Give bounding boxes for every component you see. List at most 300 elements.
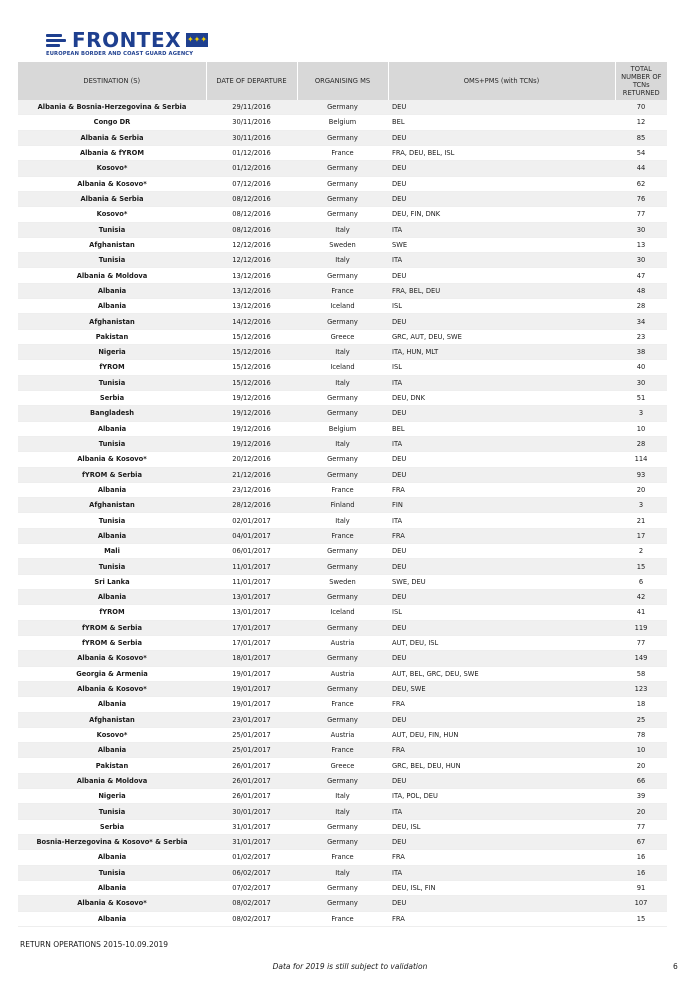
table-row <box>18 299 667 314</box>
cell-destination: Albania <box>18 283 206 298</box>
cell-oms-pms: BEL <box>388 115 615 130</box>
cell-date: 19/01/2017 <box>206 697 297 712</box>
logo-wordmark: FRONTEX <box>72 28 182 52</box>
cell-destination: Serbia <box>18 819 206 834</box>
cell-total: 6 <box>615 574 667 589</box>
cell-oms-pms: ITA <box>388 222 615 237</box>
cell-oms-pms: FIN <box>388 498 615 513</box>
cell-organising-ms: Italy <box>297 345 388 360</box>
cell-total: 39 <box>615 789 667 804</box>
cell-organising-ms: Germany <box>297 467 388 482</box>
cell-date: 08/12/2016 <box>206 191 297 206</box>
cell-total: 47 <box>615 268 667 283</box>
cell-organising-ms: Germany <box>297 559 388 574</box>
table-row <box>18 620 667 635</box>
cell-date: 11/01/2017 <box>206 574 297 589</box>
cell-total: 12 <box>615 115 667 130</box>
table-row <box>18 819 667 834</box>
cell-total: 18 <box>615 697 667 712</box>
cell-destination: Afghanistan <box>18 712 206 727</box>
table-row <box>18 635 667 650</box>
table-row <box>18 421 667 436</box>
cell-oms-pms: DEU <box>388 544 615 559</box>
cell-date: 11/01/2017 <box>206 559 297 574</box>
table-row <box>18 360 667 375</box>
cell-oms-pms: GRC, BEL, DEU, HUN <box>388 758 615 773</box>
cell-organising-ms: Germany <box>297 651 388 666</box>
cell-organising-ms: Germany <box>297 207 388 222</box>
cell-destination: Georgia & Armenia <box>18 666 206 681</box>
cell-date: 21/12/2016 <box>206 467 297 482</box>
cell-destination: Serbia <box>18 390 206 405</box>
cell-destination: Albania <box>18 697 206 712</box>
cell-organising-ms: Germany <box>297 176 388 191</box>
cell-destination: Albania & Serbia <box>18 191 206 206</box>
table-row <box>18 865 667 880</box>
cell-oms-pms: DEU <box>388 130 615 145</box>
cell-total: 3 <box>615 498 667 513</box>
cell-total: 3 <box>615 406 667 421</box>
cell-total: 107 <box>615 896 667 911</box>
cell-total: 70 <box>615 100 667 115</box>
table-row <box>18 590 667 605</box>
table-row <box>18 482 667 497</box>
table-row <box>18 145 667 160</box>
cell-organising-ms: France <box>297 145 388 160</box>
cell-date: 15/12/2016 <box>206 345 297 360</box>
cell-oms-pms: SWE <box>388 237 615 252</box>
cell-date: 30/11/2016 <box>206 115 297 130</box>
table-row <box>18 773 667 788</box>
cell-organising-ms: Greece <box>297 758 388 773</box>
cell-total: 25 <box>615 712 667 727</box>
cell-destination: Albania <box>18 421 206 436</box>
table-row <box>18 436 667 451</box>
table-row <box>18 605 667 620</box>
frontex-logo <box>46 30 216 60</box>
cell-date: 20/12/2016 <box>206 452 297 467</box>
cell-oms-pms: DEU <box>388 191 615 206</box>
cell-organising-ms: Belgium <box>297 421 388 436</box>
cell-oms-pms: DEU, ISL <box>388 819 615 834</box>
cell-total: 34 <box>615 314 667 329</box>
header-destination: DESTINATION (S) <box>18 62 206 100</box>
cell-organising-ms: Germany <box>297 100 388 115</box>
cell-oms-pms: AUT, DEU, FIN, HUN <box>388 727 615 742</box>
cell-destination: Albania & Moldova <box>18 773 206 788</box>
cell-total: 77 <box>615 207 667 222</box>
cell-organising-ms: Iceland <box>297 360 388 375</box>
cell-date: 13/01/2017 <box>206 605 297 620</box>
cell-destination: fYROM & Serbia <box>18 620 206 635</box>
cell-total: 119 <box>615 620 667 635</box>
cell-total: 42 <box>615 590 667 605</box>
cell-date: 12/12/2016 <box>206 237 297 252</box>
table-row <box>18 222 667 237</box>
cell-destination: Tunisia <box>18 253 206 268</box>
cell-destination: fYROM & Serbia <box>18 467 206 482</box>
cell-organising-ms: Germany <box>297 130 388 145</box>
cell-oms-pms: ITA <box>388 436 615 451</box>
cell-date: 19/12/2016 <box>206 436 297 451</box>
cell-date: 26/01/2017 <box>206 758 297 773</box>
cell-date: 17/01/2017 <box>206 635 297 650</box>
cell-destination: Albania <box>18 911 206 926</box>
cell-total: 20 <box>615 758 667 773</box>
table-row <box>18 268 667 283</box>
cell-total: 77 <box>615 635 667 650</box>
cell-destination: Tunisia <box>18 222 206 237</box>
cell-organising-ms: Iceland <box>297 299 388 314</box>
cell-date: 13/12/2016 <box>206 283 297 298</box>
cell-destination: Albania & Kosovo* <box>18 681 206 696</box>
cell-total: 91 <box>615 880 667 895</box>
cell-destination: Tunisia <box>18 436 206 451</box>
cell-destination: Albania & Moldova <box>18 268 206 283</box>
cell-destination: Mali <box>18 544 206 559</box>
cell-destination: Albania & Serbia <box>18 130 206 145</box>
cell-date: 25/01/2017 <box>206 727 297 742</box>
cell-organising-ms: Sweden <box>297 237 388 252</box>
table-row <box>18 329 667 344</box>
cell-organising-ms: Germany <box>297 620 388 635</box>
table-body <box>18 100 667 926</box>
cell-date: 26/01/2017 <box>206 773 297 788</box>
table-row <box>18 253 667 268</box>
cell-destination: Tunisia <box>18 375 206 390</box>
cell-oms-pms: DEU, DNK <box>388 390 615 405</box>
cell-total: 114 <box>615 452 667 467</box>
cell-date: 17/01/2017 <box>206 620 297 635</box>
footer-title: RETURN OPERATIONS 2015-10.09.2019 <box>20 940 169 949</box>
cell-total: 30 <box>615 253 667 268</box>
cell-total: 13 <box>615 237 667 252</box>
cell-date: 31/01/2017 <box>206 835 297 850</box>
cell-organising-ms: Sweden <box>297 574 388 589</box>
cell-destination: Kosovo* <box>18 727 206 742</box>
cell-oms-pms: DEU <box>388 773 615 788</box>
cell-destination: Albania <box>18 850 206 865</box>
cell-total: 93 <box>615 467 667 482</box>
cell-organising-ms: Germany <box>297 896 388 911</box>
cell-total: 15 <box>615 911 667 926</box>
cell-oms-pms: DEU <box>388 176 615 191</box>
cell-date: 19/01/2017 <box>206 681 297 696</box>
cell-total: 16 <box>615 850 667 865</box>
cell-date: 19/12/2016 <box>206 406 297 421</box>
cell-organising-ms: Greece <box>297 329 388 344</box>
table-row <box>18 467 667 482</box>
table-row <box>18 544 667 559</box>
header-date-of-departure: DATE OF DEPARTURE <box>206 62 297 100</box>
table-row <box>18 651 667 666</box>
cell-total: 2 <box>615 544 667 559</box>
table-row <box>18 835 667 850</box>
cell-destination: Albania <box>18 299 206 314</box>
frontex-stripes-icon <box>46 33 68 47</box>
cell-date: 13/01/2017 <box>206 590 297 605</box>
cell-date: 08/02/2017 <box>206 896 297 911</box>
cell-oms-pms: ITA <box>388 253 615 268</box>
table-row <box>18 758 667 773</box>
cell-total: 16 <box>615 865 667 880</box>
cell-total: 41 <box>615 605 667 620</box>
page-number: 6 <box>673 962 678 971</box>
cell-date: 26/01/2017 <box>206 789 297 804</box>
cell-organising-ms: Germany <box>297 314 388 329</box>
cell-destination: Afghanistan <box>18 314 206 329</box>
cell-destination: Bosnia-Herzegovina & Kosovo* & Serbia <box>18 835 206 850</box>
cell-destination: Albania <box>18 482 206 497</box>
cell-organising-ms: Germany <box>297 390 388 405</box>
cell-total: 10 <box>615 743 667 758</box>
table-row <box>18 880 667 895</box>
cell-date: 13/12/2016 <box>206 268 297 283</box>
cell-total: 66 <box>615 773 667 788</box>
cell-oms-pms: DEU, ISL, FIN <box>388 880 615 895</box>
cell-organising-ms: Belgium <box>297 115 388 130</box>
cell-total: 44 <box>615 161 667 176</box>
cell-oms-pms: DEU, SWE <box>388 681 615 696</box>
cell-organising-ms: France <box>297 911 388 926</box>
cell-organising-ms: Germany <box>297 819 388 834</box>
cell-organising-ms: Germany <box>297 590 388 605</box>
cell-date: 15/12/2016 <box>206 329 297 344</box>
cell-date: 02/01/2017 <box>206 513 297 528</box>
cell-date: 31/01/2017 <box>206 819 297 834</box>
cell-destination: Pakistan <box>18 329 206 344</box>
cell-total: 51 <box>615 390 667 405</box>
cell-organising-ms: France <box>297 697 388 712</box>
cell-oms-pms: DEU <box>388 314 615 329</box>
cell-date: 01/12/2016 <box>206 145 297 160</box>
cell-organising-ms: Germany <box>297 681 388 696</box>
cell-organising-ms: Finland <box>297 498 388 513</box>
cell-organising-ms: Italy <box>297 513 388 528</box>
cell-oms-pms: ISL <box>388 299 615 314</box>
cell-date: 19/12/2016 <box>206 390 297 405</box>
cell-total: 28 <box>615 436 667 451</box>
cell-destination: Tunisia <box>18 559 206 574</box>
table-row <box>18 406 667 421</box>
cell-date: 30/11/2016 <box>206 130 297 145</box>
cell-date: 08/02/2017 <box>206 911 297 926</box>
table-row <box>18 697 667 712</box>
cell-oms-pms: ISL <box>388 360 615 375</box>
cell-oms-pms: FRA <box>388 697 615 712</box>
cell-oms-pms: ITA <box>388 865 615 880</box>
table-header-row <box>18 62 667 100</box>
header-total-returned: TOTAL NUMBER OF TCNs RETURNED <box>615 62 667 100</box>
cell-organising-ms: France <box>297 283 388 298</box>
cell-date: 30/01/2017 <box>206 804 297 819</box>
cell-destination: Albania <box>18 528 206 543</box>
cell-oms-pms: ITA, HUN, MLT <box>388 345 615 360</box>
cell-destination: Albania & Bosnia-Herzegovina & Serbia <box>18 100 206 115</box>
table-row <box>18 237 667 252</box>
cell-date: 12/12/2016 <box>206 253 297 268</box>
cell-date: 01/12/2016 <box>206 161 297 176</box>
cell-total: 23 <box>615 329 667 344</box>
cell-destination: Pakistan <box>18 758 206 773</box>
cell-destination: Albania & fYROM <box>18 145 206 160</box>
cell-destination: Albania & Kosovo* <box>18 651 206 666</box>
cell-oms-pms: SWE, DEU <box>388 574 615 589</box>
cell-date: 14/12/2016 <box>206 314 297 329</box>
cell-organising-ms: Germany <box>297 452 388 467</box>
table-row <box>18 345 667 360</box>
cell-total: 40 <box>615 360 667 375</box>
cell-destination: Albania <box>18 743 206 758</box>
cell-total: 30 <box>615 375 667 390</box>
cell-date: 07/12/2016 <box>206 176 297 191</box>
cell-organising-ms: Austria <box>297 635 388 650</box>
cell-oms-pms: DEU <box>388 559 615 574</box>
cell-organising-ms: Germany <box>297 544 388 559</box>
cell-date: 15/12/2016 <box>206 360 297 375</box>
cell-date: 19/12/2016 <box>206 421 297 436</box>
cell-oms-pms: DEU <box>388 406 615 421</box>
cell-oms-pms: DEU <box>388 467 615 482</box>
cell-total: 149 <box>615 651 667 666</box>
cell-total: 78 <box>615 727 667 742</box>
cell-destination: fYROM <box>18 360 206 375</box>
cell-total: 28 <box>615 299 667 314</box>
table-row <box>18 314 667 329</box>
cell-organising-ms: Germany <box>297 712 388 727</box>
cell-organising-ms: France <box>297 528 388 543</box>
table-row <box>18 850 667 865</box>
table-row <box>18 100 667 115</box>
table-row <box>18 804 667 819</box>
table-row <box>18 283 667 298</box>
cell-destination: Tunisia <box>18 804 206 819</box>
cell-date: 28/12/2016 <box>206 498 297 513</box>
cell-organising-ms: Austria <box>297 666 388 681</box>
table-row <box>18 130 667 145</box>
cell-destination: Tunisia <box>18 865 206 880</box>
cell-destination: fYROM <box>18 605 206 620</box>
cell-date: 13/12/2016 <box>206 299 297 314</box>
table-row <box>18 789 667 804</box>
cell-total: 67 <box>615 835 667 850</box>
cell-total: 76 <box>615 191 667 206</box>
cell-destination: Tunisia <box>18 513 206 528</box>
cell-organising-ms: Germany <box>297 880 388 895</box>
cell-oms-pms: DEU <box>388 620 615 635</box>
table-row <box>18 743 667 758</box>
cell-total: 48 <box>615 283 667 298</box>
cell-organising-ms: France <box>297 743 388 758</box>
cell-total: 30 <box>615 222 667 237</box>
cell-destination: Albania & Kosovo* <box>18 452 206 467</box>
cell-oms-pms: DEU <box>388 651 615 666</box>
cell-organising-ms: France <box>297 850 388 865</box>
cell-date: 29/11/2016 <box>206 100 297 115</box>
cell-oms-pms: FRA, BEL, DEU <box>388 283 615 298</box>
cell-oms-pms: DEU <box>388 100 615 115</box>
cell-oms-pms: AUT, DEU, ISL <box>388 635 615 650</box>
cell-total: 38 <box>615 345 667 360</box>
footer-note: Data for 2019 is still subject to validation <box>272 962 428 971</box>
cell-date: 06/02/2017 <box>206 865 297 880</box>
cell-total: 58 <box>615 666 667 681</box>
cell-destination: Kosovo* <box>18 207 206 222</box>
cell-destination: Bangladesh <box>18 406 206 421</box>
cell-oms-pms: AUT, BEL, GRC, DEU, SWE <box>388 666 615 681</box>
cell-organising-ms: Germany <box>297 161 388 176</box>
cell-oms-pms: ITA <box>388 375 615 390</box>
table-row <box>18 574 667 589</box>
cell-destination: Afghanistan <box>18 498 206 513</box>
table-row <box>18 115 667 130</box>
cell-total: 62 <box>615 176 667 191</box>
table-row <box>18 452 667 467</box>
cell-oms-pms: ITA <box>388 513 615 528</box>
cell-total: 123 <box>615 681 667 696</box>
cell-destination: fYROM & Serbia <box>18 635 206 650</box>
cell-total: 85 <box>615 130 667 145</box>
table-row <box>18 375 667 390</box>
table-row <box>18 727 667 742</box>
table-row <box>18 911 667 926</box>
cell-total: 10 <box>615 421 667 436</box>
table-row <box>18 207 667 222</box>
cell-organising-ms: Italy <box>297 436 388 451</box>
cell-organising-ms: Austria <box>297 727 388 742</box>
cell-oms-pms: FRA <box>388 850 615 865</box>
cell-oms-pms: DEU <box>388 590 615 605</box>
cell-destination: Nigeria <box>18 345 206 360</box>
cell-date: 15/12/2016 <box>206 375 297 390</box>
cell-destination: Nigeria <box>18 789 206 804</box>
cell-oms-pms: DEU <box>388 835 615 850</box>
cell-oms-pms: DEU <box>388 268 615 283</box>
table-row <box>18 681 667 696</box>
cell-oms-pms: DEU, FIN, DNK <box>388 207 615 222</box>
cell-oms-pms: BEL <box>388 421 615 436</box>
cell-organising-ms: Iceland <box>297 605 388 620</box>
cell-date: 04/01/2017 <box>206 528 297 543</box>
return-operations-table <box>18 62 667 927</box>
header-organising-ms: ORGANISING MS <box>297 62 388 100</box>
cell-oms-pms: DEU <box>388 161 615 176</box>
cell-organising-ms: France <box>297 482 388 497</box>
cell-date: 08/12/2016 <box>206 222 297 237</box>
cell-organising-ms: Germany <box>297 406 388 421</box>
cell-date: 25/01/2017 <box>206 743 297 758</box>
cell-destination: Albania <box>18 590 206 605</box>
table-row <box>18 498 667 513</box>
cell-oms-pms: ITA <box>388 804 615 819</box>
cell-oms-pms: ISL <box>388 605 615 620</box>
cell-oms-pms: DEU <box>388 896 615 911</box>
cell-date: 08/12/2016 <box>206 207 297 222</box>
table-row <box>18 513 667 528</box>
cell-organising-ms: Germany <box>297 191 388 206</box>
table-row <box>18 712 667 727</box>
cell-oms-pms: FRA, DEU, BEL, ISL <box>388 145 615 160</box>
cell-date: 06/01/2017 <box>206 544 297 559</box>
cell-total: 15 <box>615 559 667 574</box>
cell-destination: Sri Lanka <box>18 574 206 589</box>
header-oms-pms: OMS+PMS (with TCNs) <box>388 62 615 100</box>
table-row <box>18 390 667 405</box>
cell-date: 07/02/2017 <box>206 880 297 895</box>
cell-organising-ms: Germany <box>297 773 388 788</box>
cell-destination: Afghanistan <box>18 237 206 252</box>
cell-total: 17 <box>615 528 667 543</box>
